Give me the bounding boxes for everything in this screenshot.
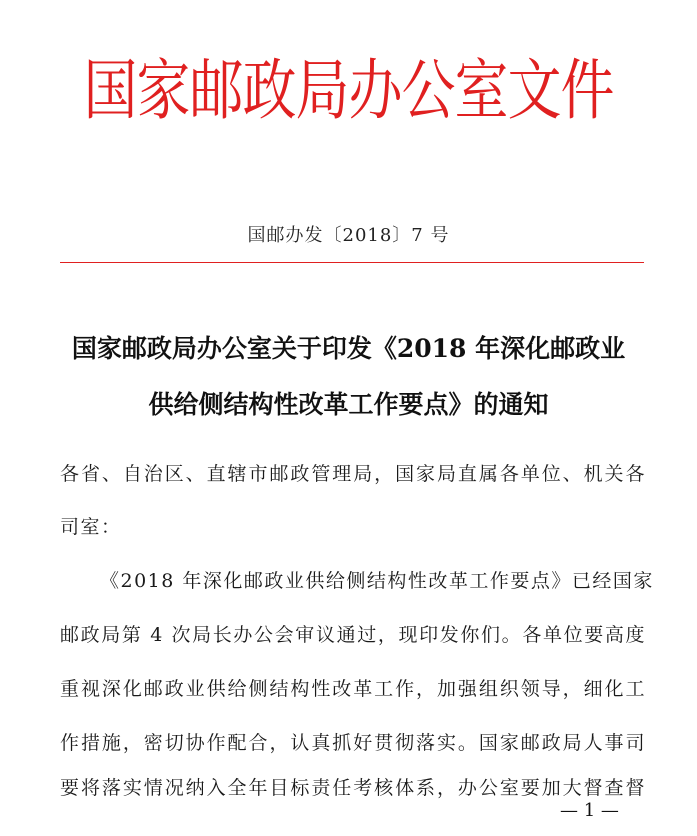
body-line-2: 邮政局第 4 次局长办公会审议通过，现印发你们。各单位要高度	[60, 624, 646, 646]
body-line-1: 《2018 年深化邮政业供给侧结构性改革工作要点》已经国家	[100, 570, 654, 592]
masthead-title: 国家邮政局办公室文件	[83, 51, 614, 129]
notice-title-line-2: 供给侧结构性改革工作要点》的通知	[148, 390, 549, 419]
salutation-line-1: 各省、自治区、直辖市邮政管理局，国家局直属各单位、机关各	[60, 463, 646, 485]
document-number: 国邮办发〔2018〕7 号	[247, 225, 450, 246]
red-divider-line	[60, 262, 644, 263]
page-number: — 1 —	[560, 800, 619, 821]
salutation-line-2: 司室：	[60, 516, 122, 538]
body-line-4: 作措施，密切协作配合，认真抓好贯彻落实。国家邮政局人事司	[60, 732, 646, 754]
body-line-3: 重视深化邮政业供给侧结构性改革工作，加强组织领导，细化工	[60, 678, 646, 700]
body-line-5: 要将落实情况纳入全年目标责任考核体系，办公室要加大督查督	[60, 777, 646, 799]
notice-title-line-1: 国家邮政局办公室关于印发《2018 年深化邮政业	[71, 334, 626, 363]
